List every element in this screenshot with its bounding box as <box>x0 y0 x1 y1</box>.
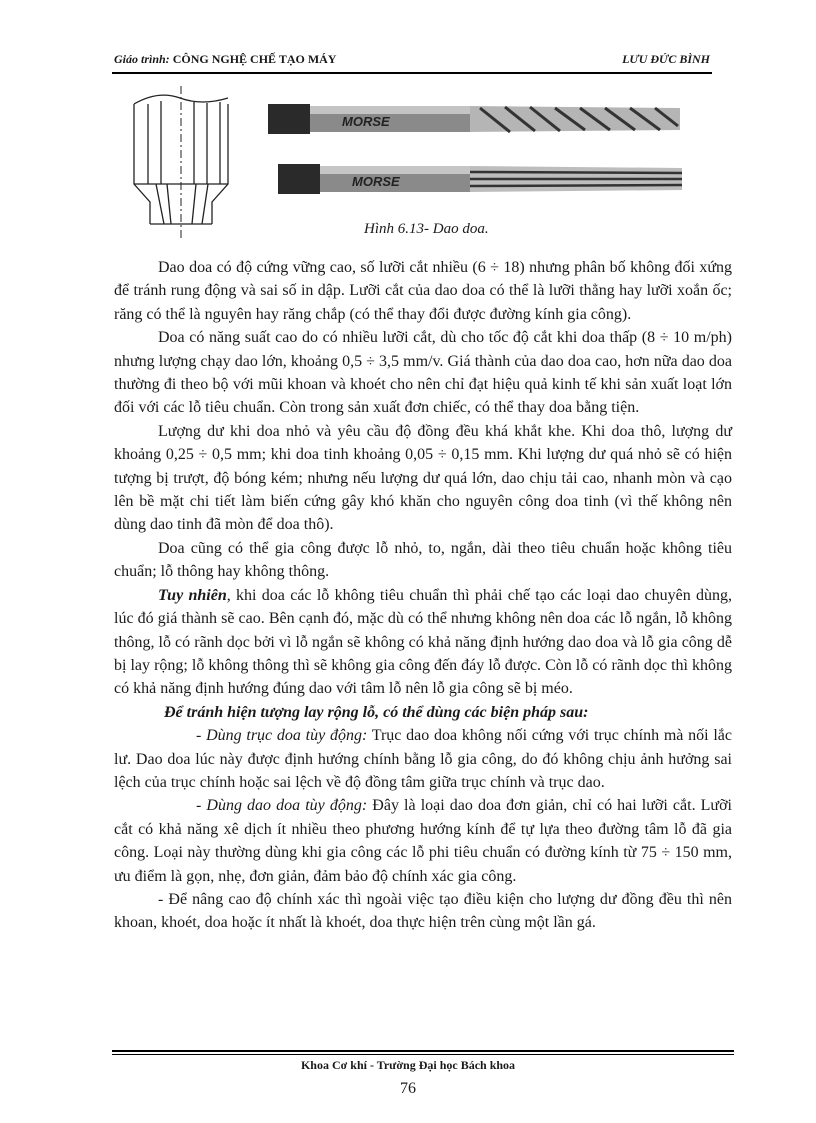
paragraph-6-heading: Để tránh hiện tượng lay rộng lỗ, có thể dùng các biện pháp sau: <box>164 703 589 721</box>
footer-institution: Khoa Cơ khí - Trường Đại học Bách khoa <box>300 1058 516 1072</box>
paragraph-4: Doa cũng có thể gia công được lỗ nhỏ, to, ngắn, dài theo tiêu chuẩn hoặc không tiêu chuẩn; lỗ thông hay không thông. <box>114 539 732 581</box>
paragraph-7-rest: Trục dao doa không nối cứng với trục chính mà nối lắc lư. Dao doa lúc này được định hướng chính bằng lỗ gia công, do đó không chịu ảnh hưởng sai lệch của trục chính hoặc sai lệch về độ đồng tâm giữa trục chính và trục dao. <box>114 727 733 791</box>
footer-divider-thin <box>112 1054 734 1055</box>
paragraph-3: Lượng dư khi doa nhỏ và yêu cầu độ đồng đều khá khắt khe. Khi doa thô, lượng dư khoảng 0,25 ÷ 0,5 mm; khi doa tinh khoảng 0,05 ÷ 0,15 mm. Khi lượng dư quá nhỏ sẽ có hiện tượng bị trượt, độ bóng kém; nhưng nếu lượng dư quá lớn, dao chịu tải cao, nhanh mòn và cạo lên bề mặt chi tiết làm biến cứng gây khó khăn cho nguyên công doa tinh (vì thế không nên dùng dao tinh đã mòn để doa thô). <box>114 422 732 534</box>
paragraph-8-lead: - Dùng dao doa tùy động: <box>196 797 368 815</box>
paragraph-1: Dao doa có độ cứng vững cao, số lưỡi cắt nhiều (6 ÷ 18) nhưng phân bố không đối xứng để tránh rung động và sai số in dập. Lưỡi cắt của dao doa có thể là lưỡi thẳng hay lưỡi xoắn ốc; răng có thể là nguyên hay răng chắp (có thể thay đổi được đường kính gia công). <box>114 259 732 323</box>
figure-reamers <box>120 84 710 244</box>
reamer-drawings <box>120 84 710 244</box>
paragraph-7 <box>114 724 732 794</box>
body-text <box>114 256 732 935</box>
paragraph-2: Doa có năng suất cao do có nhiều lưỡi cắt, dù cho tốc độ cắt khi doa thấp (8 ÷ 10 m/ph) nhưng lượng chạy dao lớn, khoảng 0,5 ÷ 3,5 mm/v. Giá thành của dao doa cao, hơn nữa dao doa thường đi theo bộ với mũi khoan và khoét cho nên chỉ đạt hiệu quả kinh tế khi sản xuất loạt lớn đối với các lỗ tiêu chuẩn. Còn trong sản xuất đơn chiếc, có thể thay doa bằng tiện. <box>114 329 732 417</box>
header-course <box>114 52 336 67</box>
header-divider <box>112 72 712 74</box>
brand-label-bottom: MORSE <box>352 174 400 189</box>
reamer-spiral <box>268 104 680 134</box>
figure-caption: Hình 6.13- Dao doa. <box>364 221 489 237</box>
paragraph-9: - Để nâng cao độ chính xác thì ngoài việc tạo điều kiện cho lượng dư đồng đều thì nên khoan, khoét, doa hoặc ít nhất là khoét, doa thực hiện trên cùng một lần gá. <box>114 890 732 932</box>
paragraph-8-rest: Đây là loại dao doa đơn giản, chỉ có hai lưỡi cắt. Lưỡi cắt có khả năng xê dịch ít nhiều theo phương hướng kính để tự lựa theo đường tâm lỗ đã gia công. Loại này thường dùng khi gia công các lỗ phi tiêu chuẩn có đường kính từ 75 ÷ 150 mm, ưu điểm là gọn, nhẹ, đơn giản, đảm bảo độ chính xác gia công. <box>114 797 733 885</box>
header-course-title: CÔNG NGHỆ CHẾ TẠO MÁY <box>172 52 337 66</box>
footer-divider-thick <box>112 1050 734 1052</box>
header-course-label: Giáo trình: <box>114 52 170 66</box>
paragraph-5-rest: , khi doa các lỗ không tiêu chuẩn thì phải chế tạo các loại dao chuyên dùng, lúc đó giá thành sẽ cao. Bên cạnh đó, mặc dù có thể nhưng không nên doa các lỗ ngắn, lỗ không thông, lỗ có rãnh dọc bởi vì lỗ ngắn sẽ không có khả năng định hướng dao doa và lỗ gia công dễ bị lay rộng; lỗ không thông thì sẽ không gia công đến đáy lỗ được. Còn lỗ có rãnh dọc thì không có khả năng định hướng đúng dao với tâm lỗ nên lỗ gia công sẽ bị méo. <box>114 586 733 698</box>
reamer-line-drawing <box>134 86 228 240</box>
page-header <box>114 52 710 70</box>
paragraph-5 <box>114 584 732 701</box>
paragraph-5-lead: Tuy nhiên <box>158 586 227 604</box>
paragraph-8 <box>114 794 732 888</box>
page-number: 76 <box>400 1080 416 1097</box>
reamer-straight <box>278 164 682 194</box>
brand-label-top: MORSE <box>342 114 390 129</box>
paragraph-7-lead: - Dùng trục doa tùy động: <box>196 727 368 745</box>
header-author: LƯU ĐỨC BÌNH <box>622 52 710 66</box>
